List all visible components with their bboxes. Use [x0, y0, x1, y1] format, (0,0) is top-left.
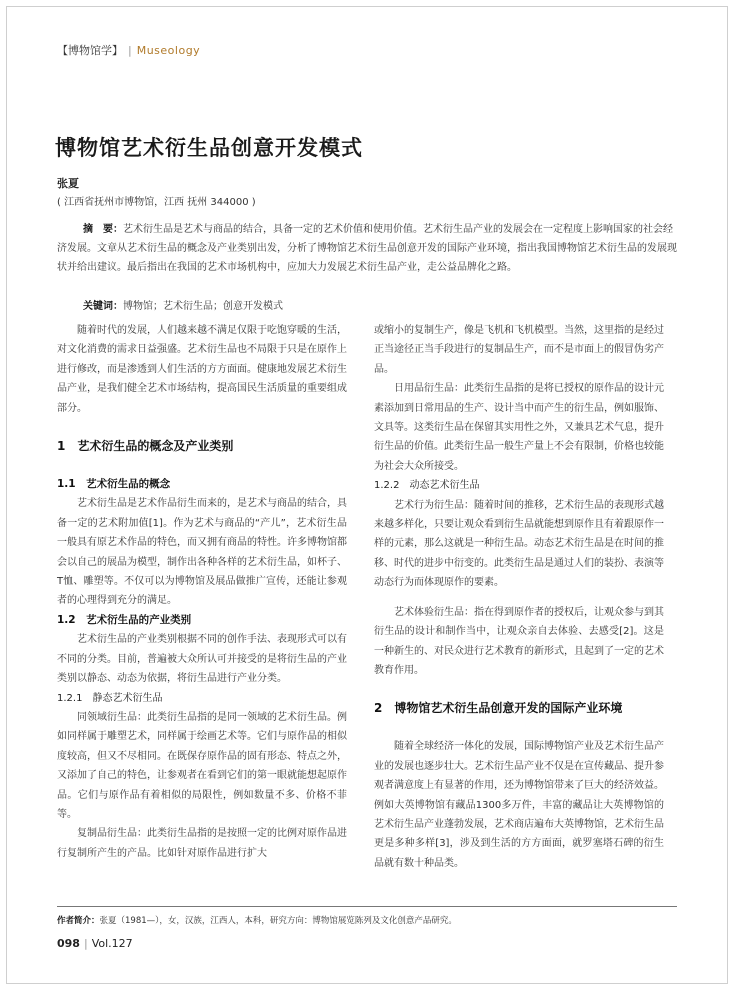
section-label: 【博物馆学】	[57, 44, 123, 57]
author-bio-label: 作者简介：	[57, 916, 100, 926]
keywords-label: 关键词：	[83, 301, 123, 312]
paragraph-categories: 艺术衍生品的产业类别根据不同的创作手法、表现形式可以有不同的分类。目前，普遍被大众所认可并接受的是将衍生品的产业类别以静态、动态为依据，将衍生品进行产业分类。	[57, 634, 347, 685]
abstract-label: 摘 要：	[83, 224, 123, 235]
page-number: 098	[57, 937, 80, 950]
header-separator: |	[128, 44, 132, 57]
author-bio	[57, 914, 457, 926]
paragraph-international: 随着全球经济一体化的发展，国际博物馆产业及艺术衍生品产业的发展也逐步壮大。艺术衍生品产业不仅是在宣传藏品、提升参观者满意度上有显著的作用，还为博物馆带来了巨大的经济效益。例如大英博物馆有藏品1300多万件，丰富的藏品让大英博物馆的艺术衍生品产业蓬勃发展，艺术商店遍布大英博物馆，艺术衍生品更是多种多样[3]，涉及到生活的方方面面，就罗塞塔石碑的衍生品就有数十种品类。	[374, 741, 664, 869]
subsubsection-heading-1-2-1: 1.2.1 静态艺术衍生品	[57, 692, 163, 704]
page-footer	[57, 937, 133, 950]
article-title: 博物馆艺术衍生品创意开发模式	[55, 136, 363, 160]
author-name: 张夏	[57, 177, 79, 190]
abstract	[57, 220, 677, 277]
abstract-text: 艺术衍生品是艺术与商品的结合，具备一定的艺术价值和使用价值。艺术衍生品产业的发展会在一定程度上影响国家的社会经济发展。文章从艺术衍生品的概念及产业类别出发，分析了博物馆艺术衍生品创意开发的国际产业环境，指出我国博物馆艺术衍生品的发展现状并给出建议。最后指出在我国的艺术市场机构中，应加大力发展艺术衍生品产业，走公益品牌化之路。	[57, 224, 677, 273]
subsubsection-heading-1-2-2: 1.2.2 动态艺术衍生品	[374, 480, 480, 492]
left-column	[57, 321, 347, 863]
section-heading-1: 1 艺术衍生品的概念及产业类别	[57, 439, 234, 454]
section-heading-2: 2 博物馆艺术衍生品创意开发的国际产业环境	[374, 701, 623, 716]
paragraph-daily-use: 日用品衍生品：此类衍生品指的是将已授权的原作品的设计元素添加到日常用品的生产、设计当中而产生的衍生品，例如服饰、文具等。这类衍生品在保留其实用性之外，又兼具艺术气息，提升衍生品的价值。此类衍生品一般生产量上不会有限制，价格也较能为社会大众所接受。	[374, 383, 664, 472]
intro-paragraph: 随着时代的发展，人们越来越不满足仅限于吃饱穿暖的生活，对文化消费的需求日益强盛。艺术衍生品也不局限于只是在原作上进行修改，而是渗透到人们生活的方方面面。健康地发展艺术衍生品产业，是我们健全艺术市场结构，提高国民生活质量的重要组成部分。	[57, 325, 347, 414]
paragraph-same-field: 同领域衍生品：此类衍生品指的是同一领域的艺术衍生品。例如同样属于雕塑艺术，同样属于绘画艺术等。它们与原作品的相似度较高，但又不尽相同。在既保存原作品的固有形态、特点之外，又添加了自己的特色，让参观者在看到它们的第一眼就能想起原作品。它们与原作品有着相似的局限性，例如数量不多、价格不菲等。	[57, 711, 347, 820]
subsection-heading-1-2: 1.2 艺术衍生品的产业类别	[57, 613, 192, 626]
footnote-divider	[57, 906, 677, 907]
author-bio-text: 张夏（1981—），女，汉族，江西人，本科，研究方向：博物馆展览陈列及文化创意产品研究。	[99, 916, 457, 926]
keywords	[83, 297, 283, 312]
paragraph-art-behavior: 艺术行为衍生品：随着时间的推移，艺术衍生品的表现形式越来越多样化，只要让观众看到衍生品就能想到原作且有着跟原作一样的元素，那么这就是一种衍生品。动态艺术衍生品是在时间的推移、时代的进步中衍变的。此类衍生品是通过人们的装扮、表演等动态行为而体现原作的要素。	[374, 499, 664, 589]
paragraph-replica: 复制品衍生品：此类衍生品指的是按照一定的比例对原作品进行复制所产生的产品。比如针对原作品进行扩大	[57, 828, 347, 859]
footer-separator: |	[83, 937, 88, 950]
author-affiliation: ( 江西省抚州市博物馆，江西 抚州 344000 )	[57, 197, 256, 208]
keywords-text: 博物馆；艺术衍生品；创意开发模式	[123, 301, 283, 312]
volume-label: Vol.127	[91, 937, 133, 950]
subsection-heading-1-1: 1.1 艺术衍生品的概念	[57, 478, 171, 491]
paragraph-concept: 艺术衍生品是艺术作品衍生而来的，是艺术与商品的结合，具备一定的艺术附加值[1]。作为艺术与商品的“产儿”，艺术衍生品一般具有原艺术作品的特色，而又拥有商品的特性。许多博物馆都会以自己的展品为模型，制作出各种各样的艺术衍生品，如杯子、T恤、雕塑等。不仅可以为博物馆及展品做推广宣传，还能让参观者的心理得到充分的满足。	[57, 498, 347, 607]
right-column	[374, 321, 664, 873]
paragraph-replica-continued: 或缩小的复制生产，像是飞机和飞机模型。当然，这里指的是经过正当途径正当手段进行的复制品生产，而不是市面上的假冒伪劣产品。	[374, 325, 664, 375]
paragraph-art-experience: 艺术体验衍生品：指在得到原作者的授权后，让观众参与到其衍生品的设计和制作当中，让观众亲自去体验、去感受[2]。这是一种新生的、对民众进行艺术教育的新形式，且起到了一定的艺术教育作用。	[374, 606, 664, 676]
section-label-english: Museology	[136, 44, 201, 57]
running-header	[57, 42, 200, 58]
